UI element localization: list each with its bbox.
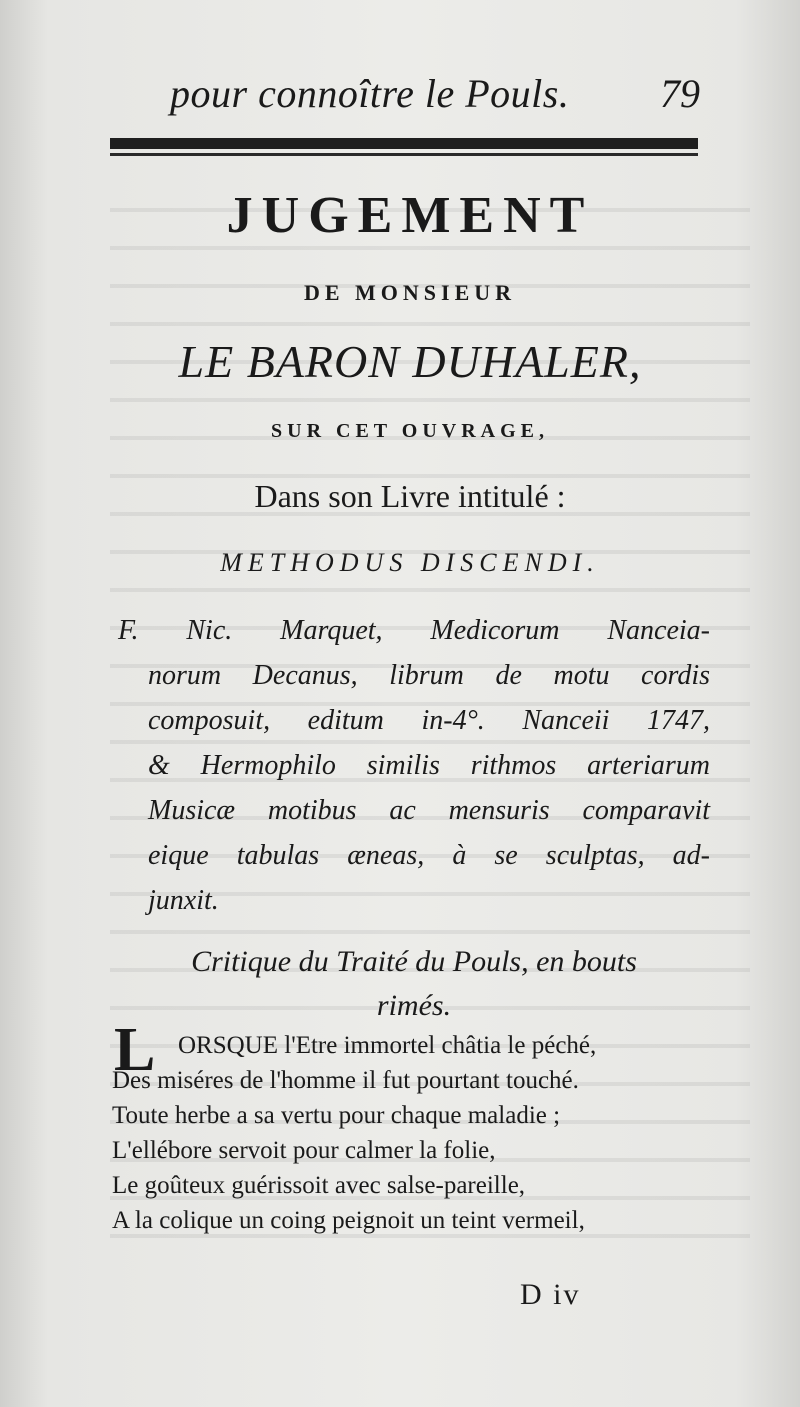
header-rule-thin: [110, 153, 698, 156]
subtitle-sur-cet-ouvrage: SUR CET OUVRAGE,: [271, 420, 549, 442]
latin-line: & Hermophilo similis rithmos arteriarum: [148, 750, 710, 781]
drop-cap: L: [114, 1016, 156, 1084]
critique-line: rimés.: [376, 989, 452, 1022]
latin-line: norum Decanus, librum de motu cordis: [148, 660, 710, 691]
latin-line: eique tabulas æneas, à se sculptas, ad-: [148, 840, 710, 871]
book-intro-line: Dans son Livre intitulé :: [254, 478, 566, 514]
section-title: JUGEMENT: [226, 187, 594, 244]
poem-line: L'ellébore servoit pour calmer la folie,: [112, 1137, 496, 1164]
signature-mark: D iv: [520, 1278, 581, 1311]
latin-line: Musicæ motibus ac mensuris comparavit: [148, 795, 710, 826]
page-number: 79: [660, 71, 700, 116]
critique-line: Critique du Traité du Pouls, en bouts: [191, 945, 637, 978]
poem-line: Des miséres de l'homme il fut pourtant touché.: [112, 1067, 579, 1094]
poem-line: A la colique un coing peignoit un teint vermeil,: [112, 1207, 585, 1234]
poem: [112, 1016, 712, 1238]
running-title: pour connoître le Pouls.: [170, 71, 570, 116]
author-name: LE BARON DUHALER,: [178, 336, 642, 387]
latin-line: F. Nic. Marquet, Medicorum Nanceia-: [118, 615, 710, 646]
latin-line: junxit.: [148, 885, 219, 916]
subtitle-de-monsieur: DE MONSIEUR: [303, 280, 517, 305]
poem-line-text: ORSQUE l'Etre immortel châtia le péché,: [178, 1032, 597, 1059]
header-rule-thick: [110, 138, 698, 149]
poem-line: Toute herbe a sa vertu pour chaque maladie ;: [112, 1102, 561, 1129]
latin-line: composuit, editum in-4°. Nanceii 1747,: [148, 705, 710, 736]
latin-paragraph: [118, 608, 710, 923]
poem-line: Le goûteux guérissoit avec salse-pareille,: [112, 1172, 526, 1199]
book-title: METHODUS DISCENDI.: [220, 548, 600, 577]
critique-heading: [118, 940, 710, 1028]
running-head: [170, 70, 700, 117]
